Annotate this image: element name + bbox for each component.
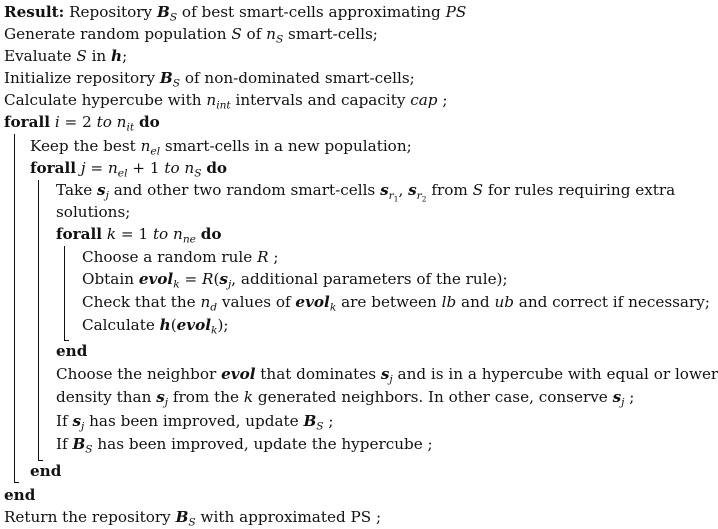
result-keyword: Result:	[4, 3, 65, 21]
line-generate: Generate random population S of $n_S$ smart-cells;	[4, 25, 378, 46]
line-if-bs: If $B_S$ has been improved, update the hypercube ;	[56, 435, 433, 456]
line-take-cont: solutions;	[56, 203, 131, 221]
line-obtain: Obtain evol$_k$ = $R(s_j$, additional parameters of the rule);	[82, 270, 508, 291]
line-keep-best: Keep the best $n_{el}$ smart-cells in a new population;	[30, 137, 412, 158]
line-choose-neighbor-cont: density than $s_j$ from the k generated neighbors. In other case, conserve $s_j$ ;	[56, 388, 635, 409]
block-bar-forall-j	[38, 180, 39, 460]
line-evaluate: Evaluate S in h;	[4, 47, 128, 65]
line-end-k: end	[56, 342, 88, 360]
line-take: Take $s_j$ and other two random smart-cells $s_{r_1}$, $s_{r_2}$ from S for rules requiring extra	[56, 181, 676, 204]
line-calculate-h: Calculate h(evol$_k$);	[82, 316, 229, 337]
line-forall-j: forall $j = n_{el} + 1$ to $n_S$ do	[30, 159, 228, 180]
line-forall-k: forall k = 1 to $n_{ne}$ do	[56, 225, 222, 246]
line-return: Return the repository $B_S$ with approximated PS ;	[4, 508, 382, 529]
line-hypercube: Calculate hypercube with $n_{int}$ intervals and capacity cap ;	[4, 91, 448, 112]
line-end-j: end	[30, 462, 62, 480]
line-end-i: end	[4, 486, 36, 504]
line-if-sj: If $s_j$ has been improved, update $B_S$ ;	[56, 412, 334, 433]
block-bar-forall-k	[64, 246, 65, 340]
block-foot-outer-forall	[14, 482, 19, 483]
line-initialize: Initialize repository $B_S$ of non-dominated smart-cells;	[4, 69, 415, 90]
result-line: Result: Repository $B_S$ of best smart-cells approximating PS	[4, 3, 467, 24]
line-choose-rule: Choose a random rule R ;	[82, 248, 279, 266]
block-bar-outer-forall	[14, 134, 15, 482]
line-check: Check that the $n_d$ values of evol$_k$ are between lb and ub and correct if necessary;	[82, 293, 710, 314]
line-choose-neighbor: Choose the neighbor evol that dominates $s_j$ and is in a hypercube with equal or lower	[56, 365, 718, 386]
line-forall-i: forall i = 2 to $n_{it}$ do	[4, 113, 160, 134]
